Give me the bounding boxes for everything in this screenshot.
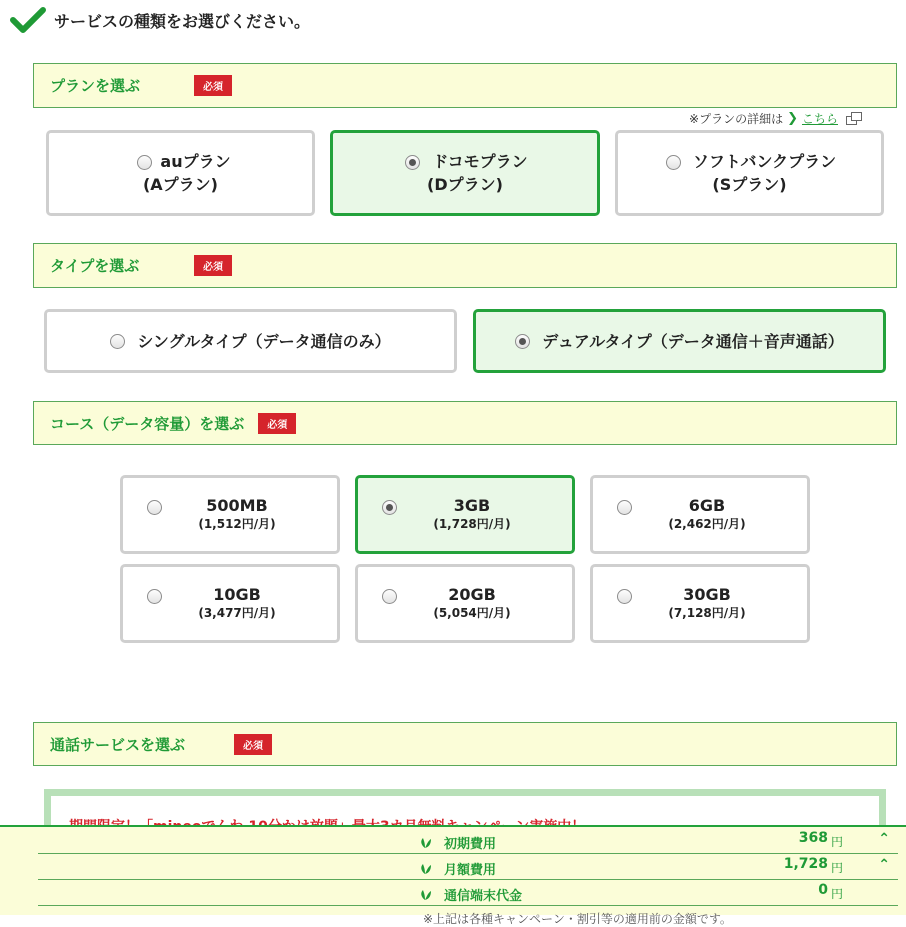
type-dual-label: デュアルタイプ（データ通信＋音声通話）	[542, 331, 844, 351]
summary-row-initial	[38, 829, 898, 854]
course-price: (5,054円/月)	[433, 606, 511, 620]
plan-docomo-label: ドコモプラン (Dプラン)	[427, 152, 528, 194]
chevron-up-icon[interactable]: ⌃	[878, 831, 890, 847]
course-name: 500MB	[206, 496, 268, 515]
course-10gb-radio[interactable]	[147, 589, 162, 604]
course-option-10gb[interactable]	[120, 564, 340, 643]
summary-label: 初期費用	[444, 837, 497, 852]
required-badge: 必須	[194, 75, 232, 96]
call-section-title: 通話サービスを選ぶ	[50, 735, 186, 754]
course-price: (1,512円/月)	[198, 517, 276, 531]
page-title-text: サービスの種類をお選びください。	[54, 11, 311, 31]
course-option-30gb[interactable]	[590, 564, 810, 643]
course-name: 6GB	[688, 496, 726, 515]
checkmark-icon	[10, 6, 46, 34]
plan-softbank-label: ソフトバンクプラン (Sプラン)	[692, 152, 837, 194]
course-price: (1,728円/月)	[433, 517, 511, 531]
course-option-3gb[interactable]	[355, 475, 575, 554]
type-section-header	[33, 243, 897, 288]
summary-value: 1,728	[783, 856, 828, 872]
type-dual-radio[interactable]	[515, 334, 530, 349]
course-price: (7,128円/月)	[668, 606, 746, 620]
plan-section-title: プランを選ぶ	[50, 77, 141, 95]
plan-option-au[interactable]	[46, 130, 315, 216]
course-6gb-radio[interactable]	[617, 500, 632, 515]
course-500mb-radio[interactable]	[147, 500, 162, 515]
summary-note: ※上記は各種キャンペーン・割引等の適用前の金額です。	[423, 912, 732, 926]
course-name: 30GB	[683, 585, 731, 604]
plan-detail-note	[689, 110, 862, 127]
course-30gb-radio[interactable]	[617, 589, 632, 604]
summary-row-device	[38, 881, 898, 906]
summary-unit: 円	[830, 861, 843, 875]
course-option-6gb[interactable]	[590, 475, 810, 554]
plan-au-radio[interactable]	[137, 155, 152, 170]
summary-unit: 円	[830, 835, 843, 849]
course-option-20gb[interactable]	[355, 564, 575, 643]
summary-label: 月額費用	[444, 863, 497, 878]
chevron-up-icon[interactable]: ⌃	[878, 857, 890, 873]
plan-note-text: ※プランの詳細は	[689, 112, 784, 126]
plan-option-softbank[interactable]	[615, 130, 884, 216]
type-section-title: タイプを選ぶ	[50, 257, 140, 275]
plan-au-label: auプラン (Aプラン)	[142, 152, 231, 194]
course-20gb-radio[interactable]	[382, 589, 397, 604]
summary-row-monthly	[38, 855, 898, 880]
type-single-label: シングルタイプ（データ通信のみ）	[137, 331, 391, 351]
call-section-header	[33, 722, 897, 766]
price-summary-footer	[0, 825, 906, 926]
type-option-dual[interactable]	[473, 309, 886, 373]
required-badge: 必須	[194, 255, 232, 276]
course-section-title: コース（データ容量）を選ぶ	[50, 414, 245, 433]
course-price: (2,462円/月)	[668, 517, 746, 531]
course-name: 10GB	[213, 585, 261, 604]
external-window-icon[interactable]	[846, 112, 862, 125]
course-section-header	[33, 401, 897, 445]
plan-softbank-radio[interactable]	[666, 155, 681, 170]
course-name: 3GB	[453, 496, 491, 515]
course-name: 20GB	[448, 585, 496, 604]
page-title	[10, 6, 310, 34]
summary-value: 0	[818, 882, 828, 898]
summary-value: 368	[798, 830, 828, 846]
required-badge: 必須	[258, 413, 296, 434]
summary-unit: 円	[830, 887, 843, 901]
type-single-radio[interactable]	[110, 334, 125, 349]
course-3gb-radio[interactable]	[382, 500, 397, 515]
chevron-right-icon: ❯	[787, 111, 798, 126]
course-price: (3,477円/月)	[198, 606, 276, 620]
course-option-500mb[interactable]	[120, 475, 340, 554]
required-badge: 必須	[234, 734, 272, 755]
leaf-icon	[418, 861, 432, 875]
summary-label: 通信端末代金	[444, 889, 523, 904]
plan-option-docomo[interactable]	[330, 130, 600, 216]
plan-section-header	[33, 63, 897, 108]
plan-detail-link[interactable]: こちら	[801, 112, 838, 126]
plan-docomo-radio[interactable]	[405, 155, 420, 170]
leaf-icon	[418, 835, 432, 849]
type-option-single[interactable]	[44, 309, 457, 373]
leaf-icon	[418, 887, 432, 901]
